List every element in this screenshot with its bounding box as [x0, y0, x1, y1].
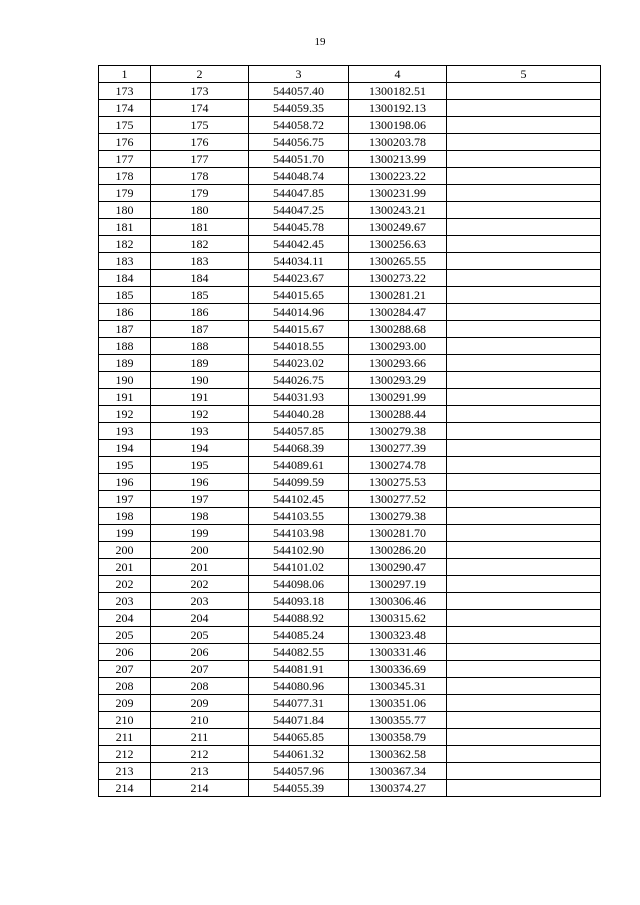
table-cell: 1300192.13 [349, 100, 447, 117]
page-number: 19 [314, 36, 326, 48]
table-cell: 195 [99, 457, 151, 474]
table-cell: 544031.93 [249, 389, 349, 406]
table-cell [447, 474, 601, 491]
table-row [99, 457, 601, 474]
table-cell: 209 [151, 695, 249, 712]
table-cell: 191 [151, 389, 249, 406]
table-cell [447, 763, 601, 780]
table-row [99, 508, 601, 525]
table-cell [447, 219, 601, 236]
table-cell: 544103.55 [249, 508, 349, 525]
table-cell: 1300265.55 [349, 253, 447, 270]
table-cell: 210 [151, 712, 249, 729]
table-cell: 544102.45 [249, 491, 349, 508]
table-cell: 544077.31 [249, 695, 349, 712]
table-cell: 544018.55 [249, 338, 349, 355]
table-row [99, 491, 601, 508]
table-row [99, 627, 601, 644]
table-body [99, 83, 601, 797]
table-row [99, 661, 601, 678]
table-cell [447, 372, 601, 389]
table-cell: 184 [151, 270, 249, 287]
table-cell: 208 [99, 678, 151, 695]
table-row [99, 559, 601, 576]
table-cell: 197 [151, 491, 249, 508]
table-cell: 544071.84 [249, 712, 349, 729]
table-cell [447, 321, 601, 338]
column-header: 5 [447, 66, 601, 83]
table-cell: 544089.61 [249, 457, 349, 474]
table-cell: 1300281.21 [349, 287, 447, 304]
table-row [99, 644, 601, 661]
table-cell: 188 [99, 338, 151, 355]
table-row [99, 678, 601, 695]
table-cell: 187 [99, 321, 151, 338]
table-cell: 213 [151, 763, 249, 780]
table-cell [447, 440, 601, 457]
table-cell: 1300231.99 [349, 185, 447, 202]
table-cell: 1300367.34 [349, 763, 447, 780]
table-cell: 211 [151, 729, 249, 746]
column-header: 2 [151, 66, 249, 83]
table-cell: 1300182.51 [349, 83, 447, 100]
table-cell: 185 [99, 287, 151, 304]
table-cell: 176 [99, 134, 151, 151]
table-cell: 544082.55 [249, 644, 349, 661]
table-cell: 186 [151, 304, 249, 321]
column-header: 3 [249, 66, 349, 83]
table-cell: 181 [151, 219, 249, 236]
table-cell: 175 [99, 117, 151, 134]
table-cell: 1300249.67 [349, 219, 447, 236]
table-cell: 192 [151, 406, 249, 423]
table-cell: 194 [151, 440, 249, 457]
table-cell: 211 [99, 729, 151, 746]
table-cell [447, 117, 601, 134]
table-cell: 182 [99, 236, 151, 253]
table-cell [447, 712, 601, 729]
table-cell: 173 [151, 83, 249, 100]
table-row [99, 100, 601, 117]
table-cell: 1300331.46 [349, 644, 447, 661]
table-cell: 196 [151, 474, 249, 491]
table-cell: 544042.45 [249, 236, 349, 253]
table-row [99, 406, 601, 423]
table-cell: 544056.75 [249, 134, 349, 151]
table-row [99, 542, 601, 559]
table-cell: 179 [151, 185, 249, 202]
table-cell: 544085.24 [249, 627, 349, 644]
table-cell: 212 [151, 746, 249, 763]
table-cell: 544088.92 [249, 610, 349, 627]
table-cell: 182 [151, 236, 249, 253]
table-cell [447, 151, 601, 168]
table-cell: 1300293.00 [349, 338, 447, 355]
table-row [99, 202, 601, 219]
table-cell [447, 559, 601, 576]
table-cell: 199 [99, 525, 151, 542]
table-cell: 544081.91 [249, 661, 349, 678]
table-cell [447, 644, 601, 661]
table-cell: 1300288.44 [349, 406, 447, 423]
table-cell: 190 [151, 372, 249, 389]
table-cell: 174 [99, 100, 151, 117]
table-cell: 205 [151, 627, 249, 644]
table-cell: 544048.74 [249, 168, 349, 185]
table-cell: 1300297.19 [349, 576, 447, 593]
table-cell: 1300281.70 [349, 525, 447, 542]
table-cell: 544047.85 [249, 185, 349, 202]
table-cell [447, 729, 601, 746]
table-cell [447, 423, 601, 440]
table-cell: 1300279.38 [349, 508, 447, 525]
table-cell: 544047.25 [249, 202, 349, 219]
table-cell [447, 304, 601, 321]
table-cell: 544055.39 [249, 780, 349, 797]
table-cell: 194 [99, 440, 151, 457]
table-cell: 195 [151, 457, 249, 474]
table-cell [447, 627, 601, 644]
table-cell: 544015.65 [249, 287, 349, 304]
table-cell [447, 355, 601, 372]
table-row [99, 117, 601, 134]
table-row [99, 763, 601, 780]
table-cell: 1300275.53 [349, 474, 447, 491]
table-cell: 544057.40 [249, 83, 349, 100]
table-cell: 544098.06 [249, 576, 349, 593]
table-cell: 544026.75 [249, 372, 349, 389]
table-cell: 1300345.31 [349, 678, 447, 695]
table-cell: 202 [99, 576, 151, 593]
table-row [99, 185, 601, 202]
table-cell: 176 [151, 134, 249, 151]
table-cell: 1300203.78 [349, 134, 447, 151]
table-cell: 544068.39 [249, 440, 349, 457]
table-row [99, 134, 601, 151]
table-cell: 190 [99, 372, 151, 389]
table-cell: 199 [151, 525, 249, 542]
table-cell: 207 [151, 661, 249, 678]
table-cell: 205 [99, 627, 151, 644]
table-cell: 1300274.78 [349, 457, 447, 474]
table-cell: 544058.72 [249, 117, 349, 134]
table-cell: 204 [151, 610, 249, 627]
table-cell [447, 389, 601, 406]
table-cell [447, 338, 601, 355]
table-cell: 214 [99, 780, 151, 797]
table-cell: 209 [99, 695, 151, 712]
column-header: 4 [349, 66, 447, 83]
table-cell [447, 525, 601, 542]
table-cell: 1300256.63 [349, 236, 447, 253]
table-row [99, 712, 601, 729]
table-cell: 191 [99, 389, 151, 406]
table-cell [447, 508, 601, 525]
table-cell: 179 [99, 185, 151, 202]
table-cell: 206 [151, 644, 249, 661]
table-cell [447, 270, 601, 287]
table-cell: 544080.96 [249, 678, 349, 695]
table-cell: 180 [99, 202, 151, 219]
table-cell [447, 678, 601, 695]
table-cell: 177 [151, 151, 249, 168]
table-cell: 186 [99, 304, 151, 321]
table-cell: 1300277.52 [349, 491, 447, 508]
table-cell: 208 [151, 678, 249, 695]
table-cell [447, 253, 601, 270]
table-cell: 178 [151, 168, 249, 185]
table-cell: 200 [151, 542, 249, 559]
table-row [99, 389, 601, 406]
table-cell [447, 100, 601, 117]
table-cell: 544101.02 [249, 559, 349, 576]
table-cell: 203 [151, 593, 249, 610]
table-cell: 183 [151, 253, 249, 270]
table-cell: 175 [151, 117, 249, 134]
table-cell: 173 [99, 83, 151, 100]
table-cell: 206 [99, 644, 151, 661]
table-row [99, 253, 601, 270]
table-cell: 188 [151, 338, 249, 355]
table-cell [447, 134, 601, 151]
table-cell: 212 [99, 746, 151, 763]
table-cell: 178 [99, 168, 151, 185]
table-cell: 544034.11 [249, 253, 349, 270]
table-cell: 1300323.48 [349, 627, 447, 644]
table-cell: 544023.02 [249, 355, 349, 372]
table-cell: 1300290.47 [349, 559, 447, 576]
table-cell: 192 [99, 406, 151, 423]
table-cell: 1300279.38 [349, 423, 447, 440]
table-cell: 544102.90 [249, 542, 349, 559]
table-cell: 1300273.22 [349, 270, 447, 287]
table-row [99, 355, 601, 372]
table-cell: 1300358.79 [349, 729, 447, 746]
table-row [99, 423, 601, 440]
table-row [99, 304, 601, 321]
table-cell [447, 287, 601, 304]
table-cell [447, 491, 601, 508]
table-cell: 1300198.06 [349, 117, 447, 134]
table-cell: 193 [99, 423, 151, 440]
table-row [99, 474, 601, 491]
table-cell [447, 168, 601, 185]
table-cell: 196 [99, 474, 151, 491]
table-cell: 203 [99, 593, 151, 610]
table-cell [447, 202, 601, 219]
table-cell [447, 593, 601, 610]
table-cell: 210 [99, 712, 151, 729]
table-row [99, 576, 601, 593]
table-row [99, 151, 601, 168]
table-cell: 213 [99, 763, 151, 780]
table-cell: 197 [99, 491, 151, 508]
table-cell: 544015.67 [249, 321, 349, 338]
table-cell: 198 [99, 508, 151, 525]
table-cell: 183 [99, 253, 151, 270]
table-cell: 544040.28 [249, 406, 349, 423]
table-row [99, 729, 601, 746]
table-cell [447, 610, 601, 627]
table-cell: 544065.85 [249, 729, 349, 746]
table-cell: 185 [151, 287, 249, 304]
table-cell: 544057.85 [249, 423, 349, 440]
table-cell: 214 [151, 780, 249, 797]
table-cell: 204 [99, 610, 151, 627]
table-cell: 189 [151, 355, 249, 372]
table-cell: 202 [151, 576, 249, 593]
table-cell: 544023.67 [249, 270, 349, 287]
table-cell: 198 [151, 508, 249, 525]
table-cell: 181 [99, 219, 151, 236]
column-header: 1 [99, 66, 151, 83]
table-row [99, 168, 601, 185]
table-cell [447, 661, 601, 678]
table-cell: 544014.96 [249, 304, 349, 321]
table-cell: 189 [99, 355, 151, 372]
table-cell [447, 406, 601, 423]
table-cell: 544061.32 [249, 746, 349, 763]
table-cell: 1300213.99 [349, 151, 447, 168]
table-cell: 1300291.99 [349, 389, 447, 406]
table-cell: 184 [99, 270, 151, 287]
table-cell: 1300336.69 [349, 661, 447, 678]
table-cell [447, 576, 601, 593]
table-cell: 1300277.39 [349, 440, 447, 457]
table-cell: 201 [151, 559, 249, 576]
table-cell: 193 [151, 423, 249, 440]
table-header-row [99, 66, 601, 83]
table-cell: 1300286.20 [349, 542, 447, 559]
table-row [99, 321, 601, 338]
table-cell: 544051.70 [249, 151, 349, 168]
table-cell: 200 [99, 542, 151, 559]
table-row [99, 270, 601, 287]
table-cell: 174 [151, 100, 249, 117]
table-cell: 1300351.06 [349, 695, 447, 712]
table-cell: 1300293.66 [349, 355, 447, 372]
table-row [99, 338, 601, 355]
table-row [99, 746, 601, 763]
table-cell [447, 780, 601, 797]
table-cell: 177 [99, 151, 151, 168]
table-cell: 1300362.58 [349, 746, 447, 763]
table-cell: 1300223.22 [349, 168, 447, 185]
table-row [99, 593, 601, 610]
table-cell: 544099.59 [249, 474, 349, 491]
table-cell: 544045.78 [249, 219, 349, 236]
table-cell: 1300293.29 [349, 372, 447, 389]
table-cell [447, 236, 601, 253]
table-row [99, 372, 601, 389]
table-cell: 544103.98 [249, 525, 349, 542]
table-row [99, 83, 601, 100]
table-row [99, 287, 601, 304]
table-cell: 1300243.21 [349, 202, 447, 219]
table-cell: 180 [151, 202, 249, 219]
table-row [99, 610, 601, 627]
table-cell [447, 746, 601, 763]
table-cell: 1300288.68 [349, 321, 447, 338]
table-row [99, 780, 601, 797]
table-row [99, 525, 601, 542]
table-cell: 1300374.27 [349, 780, 447, 797]
table-cell: 207 [99, 661, 151, 678]
table-cell [447, 695, 601, 712]
table-cell: 187 [151, 321, 249, 338]
table-row [99, 219, 601, 236]
table-row [99, 695, 601, 712]
table-cell [447, 185, 601, 202]
table-cell [447, 457, 601, 474]
table-cell: 544059.35 [249, 100, 349, 117]
table-cell [447, 83, 601, 100]
table-cell: 544057.96 [249, 763, 349, 780]
table-cell: 201 [99, 559, 151, 576]
table-cell: 1300306.46 [349, 593, 447, 610]
coordinates-table [98, 65, 601, 797]
table-cell: 544093.18 [249, 593, 349, 610]
table-row [99, 440, 601, 457]
table-cell: 1300315.62 [349, 610, 447, 627]
table-cell: 1300355.77 [349, 712, 447, 729]
table-cell [447, 542, 601, 559]
table-cell: 1300284.47 [349, 304, 447, 321]
table-row [99, 236, 601, 253]
